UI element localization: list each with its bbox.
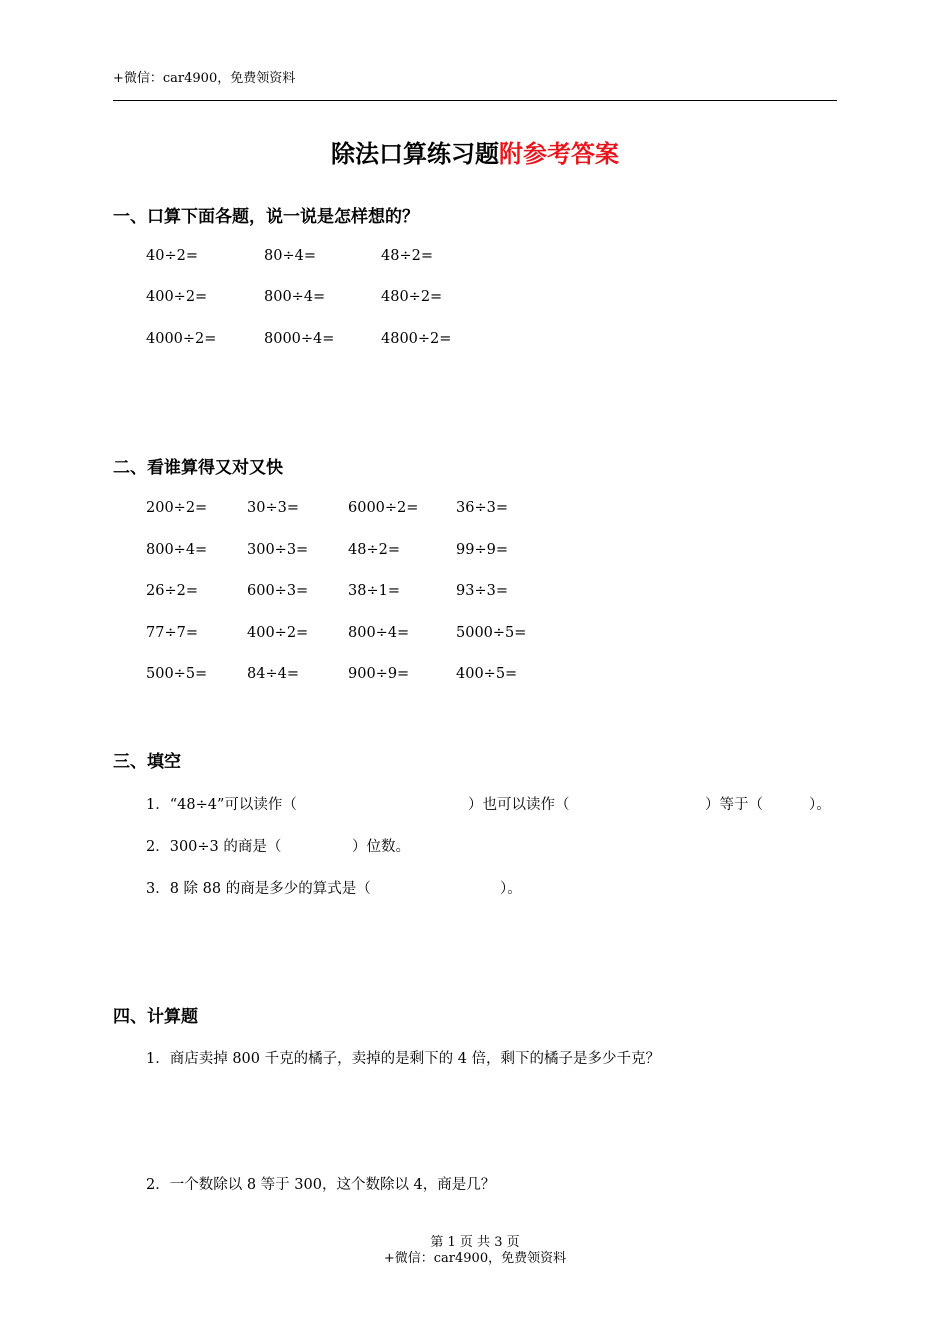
section2-item: 900÷9= xyxy=(348,666,410,682)
page-number: 第 1 页 共 3 页 xyxy=(430,1235,520,1250)
fill-question-1-part-a: 1．“48÷4”可以读作（ xyxy=(146,797,297,813)
section1-item: 480÷2= xyxy=(381,289,443,305)
section1-item: 400÷2= xyxy=(146,289,208,305)
section1-item: 80÷4= xyxy=(264,248,316,264)
section2-item: 800÷4= xyxy=(146,542,208,558)
section3-heading: 三、填空 xyxy=(113,752,181,772)
section1-item: 8000÷4= xyxy=(264,331,335,347)
footer-text: +微信：car4900，免费领资料 xyxy=(383,1251,567,1266)
section2-item: 5000÷5= xyxy=(456,625,527,641)
fill-question-3-part-b: ）。 xyxy=(500,881,522,897)
title-accent: 附参考答案 xyxy=(499,139,619,168)
fill-question-1-part-c: ）等于（ xyxy=(705,797,763,813)
section1-item: 40÷2= xyxy=(146,248,198,264)
section2-item: 200÷2= xyxy=(146,500,208,516)
calc-question-1: 1．商店卖掉 800 千克的橘子，卖掉的是剩下的 4 倍，剩下的橘子是多少千克？ xyxy=(146,1051,661,1067)
section2-item: 300÷3= xyxy=(247,542,309,558)
calc-question-2: 2．一个数除以 8 等于 300，这个数除以 4，商是几？ xyxy=(146,1177,496,1193)
section2-item: 600÷3= xyxy=(247,583,309,599)
header-divider xyxy=(113,100,837,101)
fill-question-1-part-d: ）。 xyxy=(809,797,831,813)
section2-item: 30÷3= xyxy=(247,500,299,516)
section1-heading: 一、口算下面各题，说一说是怎样想的？ xyxy=(113,207,419,227)
fill-question-2-part-b: ）位数。 xyxy=(352,839,410,855)
fill-question-3-part-a: 3．8 除 88 的商是多少的算式是（ xyxy=(146,881,371,897)
section2-item: 400÷2= xyxy=(247,625,309,641)
section2-item: 48÷2= xyxy=(348,542,400,558)
section2-item: 77÷7= xyxy=(146,625,198,641)
title-main: 除法口算练习题 xyxy=(331,139,499,168)
section1-item: 4000÷2= xyxy=(146,331,217,347)
section2-item: 800÷4= xyxy=(348,625,410,641)
section2-item: 6000÷2= xyxy=(348,500,419,516)
header-text: +微信：car4900，免费领资料 xyxy=(113,71,296,86)
section2-item: 93÷3= xyxy=(456,583,508,599)
page-title xyxy=(0,134,950,169)
section1-item: 800÷4= xyxy=(264,289,326,305)
section2-item: 36÷3= xyxy=(456,500,508,516)
section1-item: 48÷2= xyxy=(381,248,433,264)
section2-item: 38÷1= xyxy=(348,583,400,599)
fill-question-1-part-b: ）也可以读作（ xyxy=(468,797,570,813)
section4-heading: 四、计算题 xyxy=(113,1007,198,1027)
section2-item: 99÷9= xyxy=(456,542,508,558)
fill-question-2-part-a: 2．300÷3 的商是（ xyxy=(146,839,282,855)
section2-heading: 二、看谁算得又对又快 xyxy=(113,458,283,478)
section2-item: 500÷5= xyxy=(146,666,208,682)
section2-item: 26÷2= xyxy=(146,583,198,599)
section2-item: 400÷5= xyxy=(456,666,518,682)
section2-item: 84÷4= xyxy=(247,666,299,682)
section1-item: 4800÷2= xyxy=(381,331,452,347)
